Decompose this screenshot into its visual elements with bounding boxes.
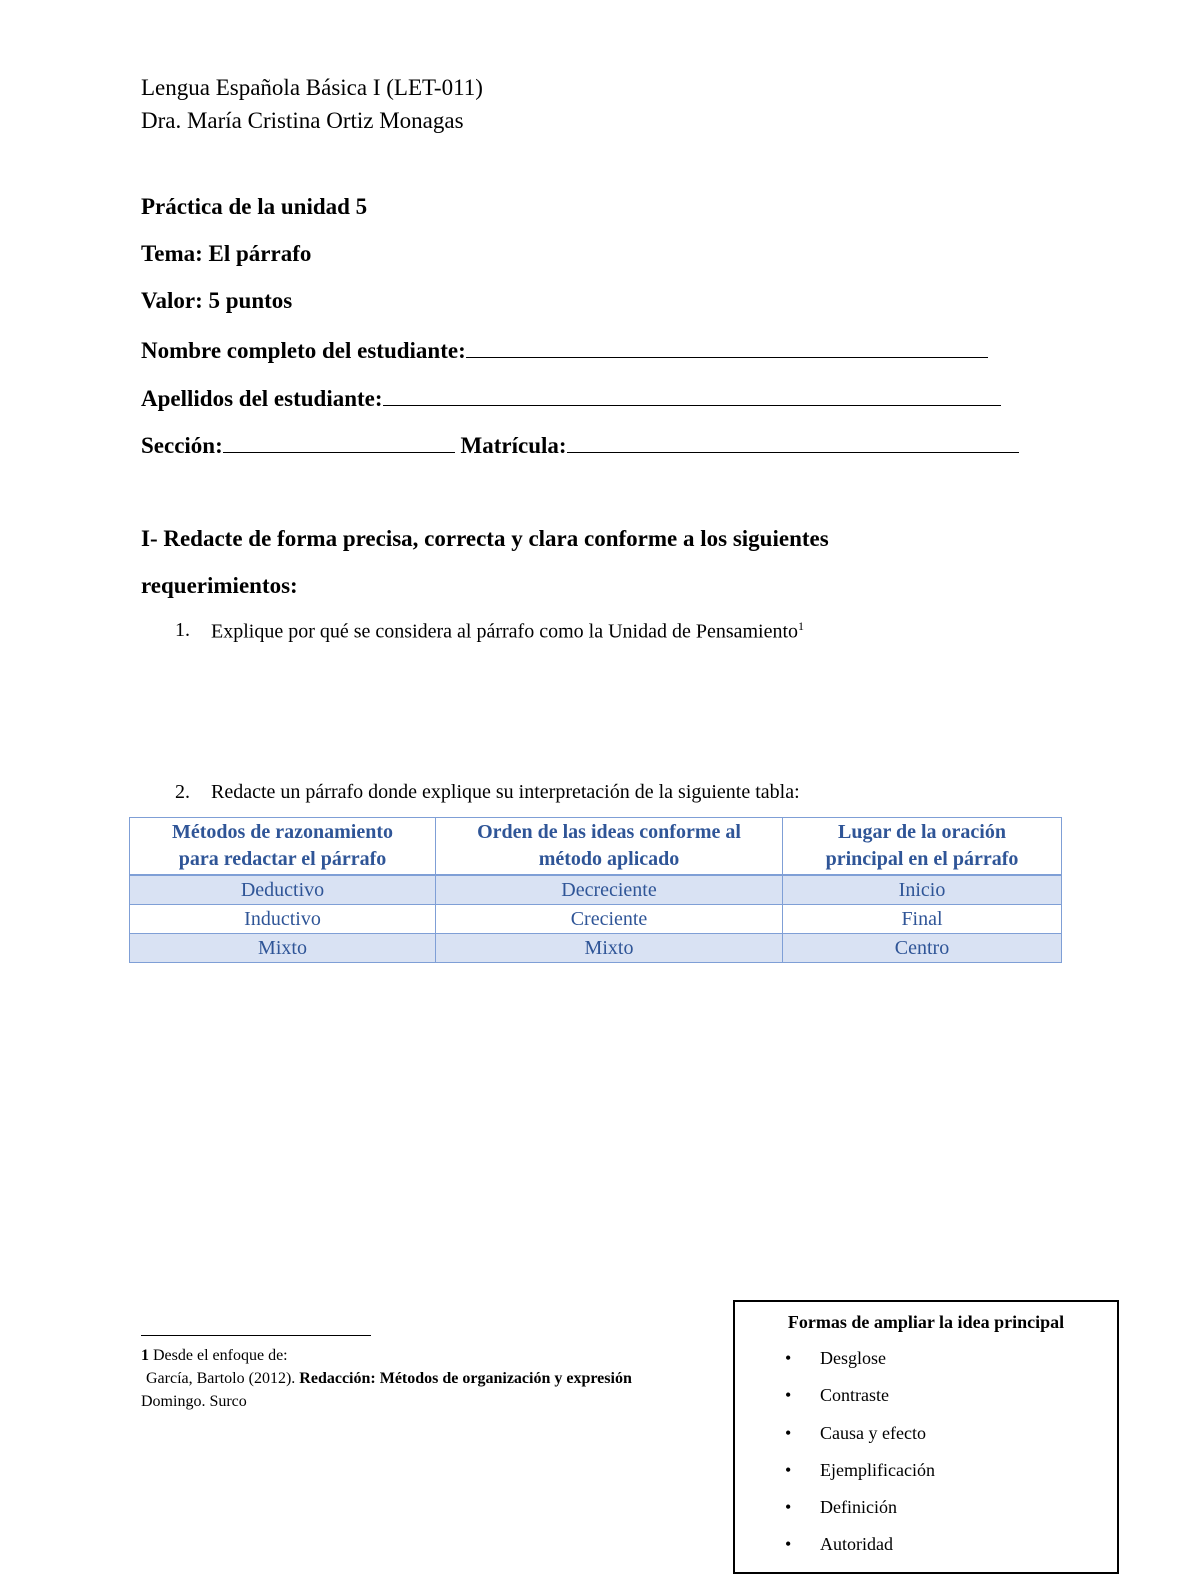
full-name-blank[interactable] xyxy=(466,335,988,358)
list-item: • Desglose xyxy=(785,1348,886,1368)
footnote-ref[interactable]: 1 xyxy=(798,619,805,633)
footnote-citation xyxy=(146,1370,632,1388)
teacher-name: Dra. María Cristina Ortiz Monagas xyxy=(141,108,464,133)
section-label: Sección: xyxy=(141,433,223,458)
table-cell: Centro xyxy=(783,934,1062,963)
ideas-box-title: Formas de ampliar la idea principal xyxy=(787,1312,1065,1332)
table-header-cell: Orden de las ideas conforme al método aplicado xyxy=(436,818,783,876)
table-header-cell: Lugar de la oración principal en el párrafo xyxy=(783,818,1062,876)
item-2-number: 2. xyxy=(175,781,190,803)
bullet-icon: • xyxy=(785,1422,792,1443)
surnames-field xyxy=(141,383,1001,412)
table-cell: Final xyxy=(783,905,1062,934)
full-name-field xyxy=(141,335,988,364)
item-2-text: Redacte un párrafo donde explique su interpretación de la siguiente tabla: xyxy=(211,781,800,803)
table-cell: Inductivo xyxy=(130,905,436,934)
practice-title: Práctica de la unidad 5 xyxy=(141,194,368,219)
section-blank[interactable] xyxy=(223,430,455,453)
table-cell: Decreciente xyxy=(436,875,783,905)
table-header-cell: Métodos de razonamiento para redactar el párrafo xyxy=(130,818,436,876)
bullet-icon: • xyxy=(785,1497,792,1518)
table-header-row xyxy=(130,818,1062,876)
list-item: • Contraste xyxy=(785,1385,889,1406)
footnote-citation-title: Redacción: Métodos de organización y expresión xyxy=(299,1370,632,1387)
table-cell: Inicio xyxy=(783,875,1062,905)
table-cell: Mixto xyxy=(436,934,783,963)
table-row xyxy=(130,875,1062,905)
item-1 xyxy=(211,619,804,644)
footnote-intro-text: Desde el enfoque de: xyxy=(153,1347,288,1364)
ideas-list xyxy=(785,1348,935,1572)
table-cell: Deductivo xyxy=(130,875,436,905)
footnote-separator xyxy=(141,1335,371,1336)
item-1-number: 1. xyxy=(175,619,190,641)
footnote-line3: Domingo. Surco xyxy=(141,1393,247,1410)
id-label: Matrícula: xyxy=(460,433,567,458)
section-1-title-line2: requerimientos: xyxy=(141,573,298,598)
item-1-text: Explique por qué se considera al párrafo como la Unidad de Pensamiento xyxy=(211,620,799,643)
section-1-title-line1: I- Redacte de forma precisa, correcta y clara conforme a los siguientes xyxy=(141,526,829,551)
practice-value: Valor: 5 puntos xyxy=(141,288,293,313)
bullet-icon: • xyxy=(785,1348,792,1368)
bullet-icon: • xyxy=(785,1385,792,1406)
methods-table xyxy=(129,817,1062,963)
bullet-icon: • xyxy=(785,1459,792,1480)
bullet-icon: • xyxy=(785,1534,792,1555)
footnote-number: 1 xyxy=(141,1347,149,1364)
course-title: Lengua Española Básica I (LET-011) xyxy=(141,75,483,100)
list-item: • Ejemplificación xyxy=(785,1459,935,1480)
table-row xyxy=(130,934,1062,963)
practice-topic: Tema: El párrafo xyxy=(141,241,312,266)
surnames-blank[interactable] xyxy=(383,383,1001,406)
table-row xyxy=(130,905,1062,934)
full-name-label: Nombre completo del estudiante: xyxy=(141,338,466,363)
section-id-field xyxy=(141,430,1019,459)
footnote-citation-author: García, Bartolo (2012). xyxy=(146,1370,300,1387)
list-item: • Definición xyxy=(785,1497,897,1518)
table-cell: Creciente xyxy=(436,905,783,934)
ideas-box xyxy=(733,1300,1119,1574)
list-item: • Autoridad xyxy=(785,1534,893,1555)
list-item: • Causa y efecto xyxy=(785,1422,926,1443)
table-cell: Mixto xyxy=(130,934,436,963)
surnames-label: Apellidos del estudiante: xyxy=(141,386,383,411)
footnote-intro xyxy=(141,1347,288,1365)
id-blank[interactable] xyxy=(567,430,1019,453)
